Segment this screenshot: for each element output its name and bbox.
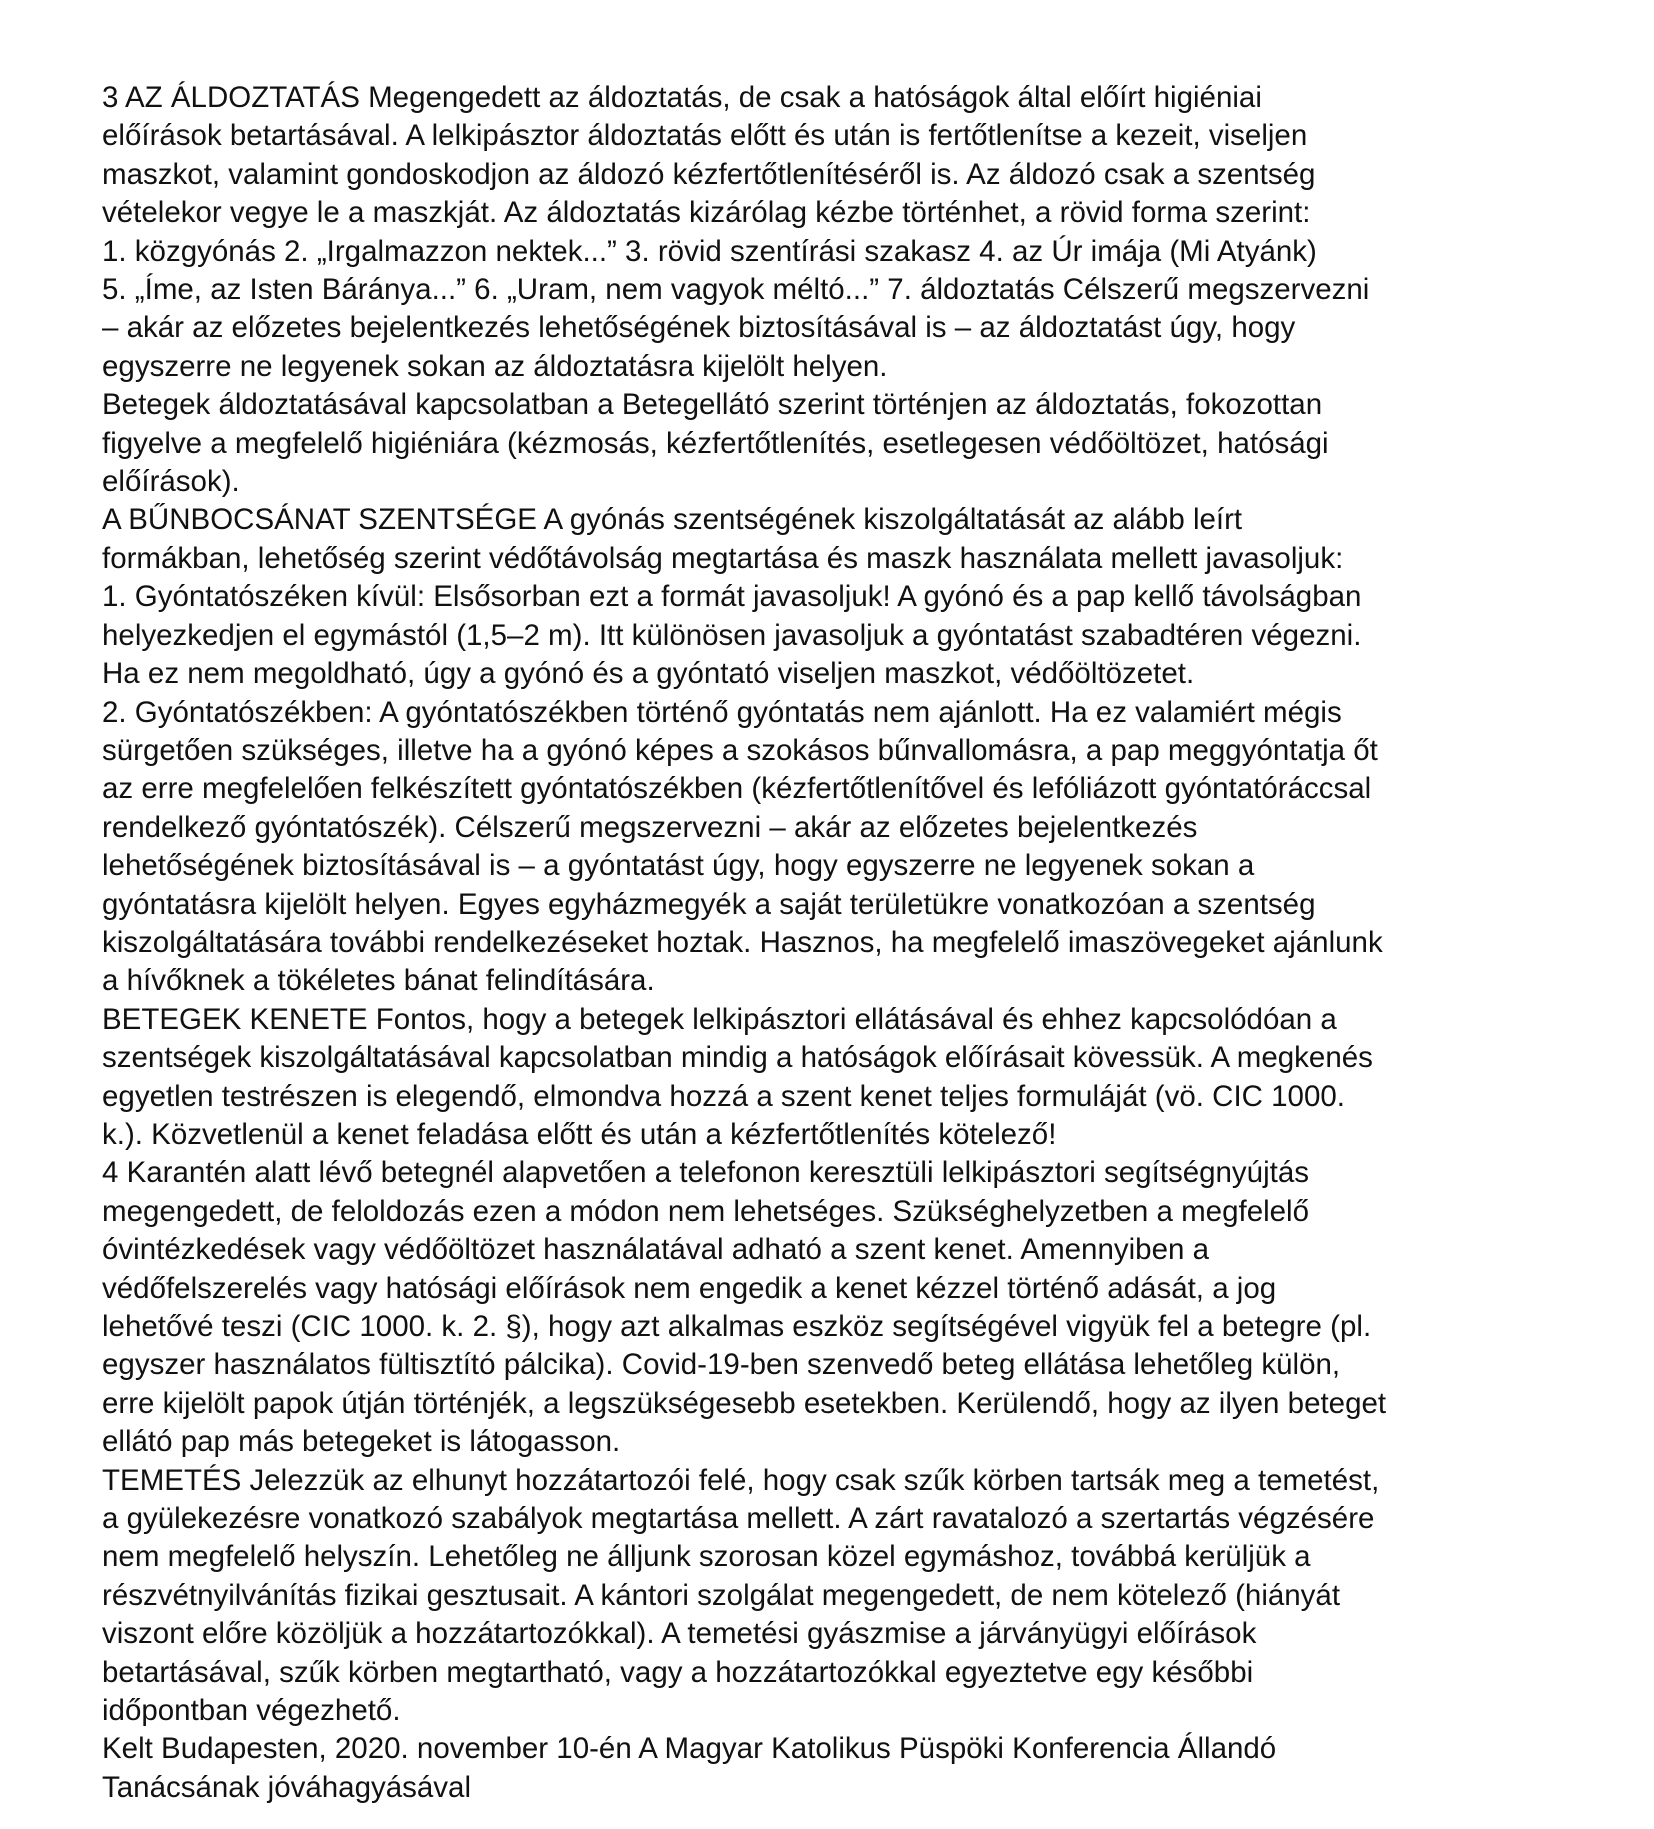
text-line: lehetőségének biztosításával is – a gyóntatást úgy, hogy egyszerre ne legyenek sokan a [102, 849, 1255, 883]
text-line: az erre megfelelően felkészített gyóntatószékben (kézfertőtlenítővel és lefóliázott gyóntatóráccsal [102, 772, 1372, 806]
text-line: szentségek kiszolgáltatásával kapcsolatban mindig a hatóságok előírásait kövessük. A megkenés [102, 1041, 1373, 1075]
text-line: részvétnyilvánítás fizikai gesztusait. A kántori szolgálat megengedett, de nem kötelező (hiányát [102, 1578, 1341, 1612]
text-line: sürgetően szükséges, illetve ha a gyónó képes a szokásos bűnvallomásra, a pap meggyóntatja őt [102, 733, 1378, 767]
text-line: egyszerre ne legyenek sokan az áldoztatásra kijelölt helyen. [102, 349, 888, 383]
text-line: figyelve a megfelelő higiéniára (kézmosás, kézfertőtlenítés, esetlegesen védőöltözet, hatósági [102, 426, 1329, 460]
text-line: védőfelszerelés vagy hatósági előírások nem engedik a kenet kézzel történő adását, a jog [102, 1271, 1277, 1305]
text-line: előírások). [102, 465, 240, 499]
text-line: Ha ez nem megoldható, úgy a gyónó és a gyóntató viseljen maszkot, védőöltözetet. [102, 657, 1195, 691]
text-line: maszkot, valamint gondoskodjon az áldozó kézfertőtlenítéséről is. Az áldozó csak a szentség [102, 157, 1316, 191]
text-line: BETEGEK KENETE Fontos, hogy a betegek lelkipásztori ellátásával és ehhez kapcsolódóan a [102, 1002, 1337, 1036]
text-line: 3 AZ ÁLDOZTATÁS Megengedett az áldoztatás, de csak a hatóságok által előírt higiéniai [102, 81, 1262, 114]
text-line: formákban, lehetőség szerint védőtávolság megtartása és maszk használata mellett javasoljuk: [102, 541, 1344, 575]
text-line: a gyülekezésre vonatkozó szabályok megtartása mellett. A zárt ravatalozó a szertartás végzésére [102, 1502, 1375, 1536]
text-line: gyóntatásra kijelölt helyen. Egyes egyházmegyék a saját területükre vonatkozóan a szentség [102, 887, 1316, 921]
text-line: rendelkező gyóntatószék). Célszerű megszervezni – akár az előzetes bejelentkezés [102, 810, 1198, 844]
text-line: 4 Karantén alatt lévő betegnél alapvetően a telefonon keresztüli lelkipásztori segítségnyújtás [102, 1156, 1309, 1190]
text-line: helyezkedjen el egymástól (1,5–2 m). Itt különösen javasoljuk a gyóntatást szabadtéren végezni. [102, 618, 1362, 652]
text-line: 5. „Íme, az Isten Báránya...” 6. „Uram, nem vagyok méltó...” 7. áldoztatás Célszerű megszervezni [102, 273, 1370, 307]
text-line: Betegek áldoztatásával kapcsolatban a Betegellátó szerint történjen az áldoztatás, fokozottan [102, 388, 1323, 422]
text-line: 2. Gyóntatószékben: A gyóntatószékben történő gyóntatás nem ajánlott. Ha ez valamiért mégis [102, 695, 1342, 729]
text-line: betartásával, szűk körben megtartható, vagy a hozzátartozókkal egyeztetve egy későbbi [102, 1655, 1254, 1689]
text-line: a hívőknek a tökéletes bánat felindítására. [102, 964, 655, 998]
text-line: 1. közgyónás 2. „Irgalmazzon nektek...” 3. rövid szentírási szakasz 4. az Úr imája (Mi Atyánk) [102, 234, 1317, 268]
text-line: óvintézkedések vagy védőöltözet használatával adható a szent kenet. Amennyiben a [102, 1233, 1209, 1267]
text-line: vételekor vegye le a maszkját. Az áldoztatás kizárólag kézbe történhet, a rövid forma szerint: [102, 196, 1311, 230]
text-line: lehetővé teszi (CIC 1000. k. 2. §), hogy azt alkalmas eszköz segítségével vigyük fel a betegre (pl. [102, 1310, 1372, 1343]
text-line: időpontban végezhető. [102, 1694, 401, 1728]
text-line: ellátó pap más betegeket is látogasson. [102, 1425, 621, 1459]
text-line: egyetlen testrészen is elegendő, elmondva hozzá a szent kenet teljes formuláját (vö. CIC 1000. [102, 1079, 1345, 1113]
document-body [102, 79, 1602, 1807]
text-line: megengedett, de feloldozás ezen a módon nem lehetséges. Szükséghelyzetben a megfelelő [102, 1194, 1310, 1228]
text-line: Tanácsának jóváhagyásával [102, 1770, 471, 1804]
text-line: k.). Közvetlenül a kenet feladása előtt és után a kézfertőtlenítés kötelező! [102, 1117, 1057, 1151]
text-line: egyszer használatos fültisztító pálcika). Covid-19-ben szenvedő beteg ellátása lehetőleg külön, [102, 1348, 1341, 1382]
text-line: TEMETÉS Jelezzük az elhunyt hozzátartozói felé, hogy csak szűk körben tartsák meg a temetést, [102, 1463, 1380, 1497]
text-line: 1. Gyóntatószéken kívül: Elsősorban ezt a formát javasoljuk! A gyónó és a pap kellő távolságban [102, 580, 1362, 614]
text-line: Kelt Budapesten, 2020. november 10-én A Magyar Katolikus Püspöki Konferencia Állandó [102, 1732, 1277, 1766]
text-line: A BŰNBOCSÁNAT SZENTSÉGE A gyónás szentségének kiszolgáltatását az alább leírt [102, 503, 1243, 537]
text-line: – akár az előzetes bejelentkezés lehetőségének biztosításával is – az áldoztatást úgy, hogy [102, 311, 1296, 345]
text-line: előírások betartásával. A lelkipásztor áldoztatás előtt és után is fertőtlenítse a kezeit, viseljen [102, 119, 1308, 153]
text-line: erre kijelölt papok útján történjék, a legszükségesebb esetekben. Kerülendő, hogy az ilyen beteget [102, 1386, 1387, 1420]
text-line: nem megfelelő helyszín. Lehetőleg ne álljunk szorosan közel egymáshoz, továbbá kerüljük a [102, 1540, 1311, 1574]
text-line: viszont előre közöljük a hozzátartozókkal). A temetési gyászmise a járványügyi előírások [102, 1617, 1257, 1651]
text-line: kiszolgáltatására további rendelkezéseket hoztak. Hasznos, ha megfelelő imaszövegeket ajánlunk [102, 925, 1383, 959]
